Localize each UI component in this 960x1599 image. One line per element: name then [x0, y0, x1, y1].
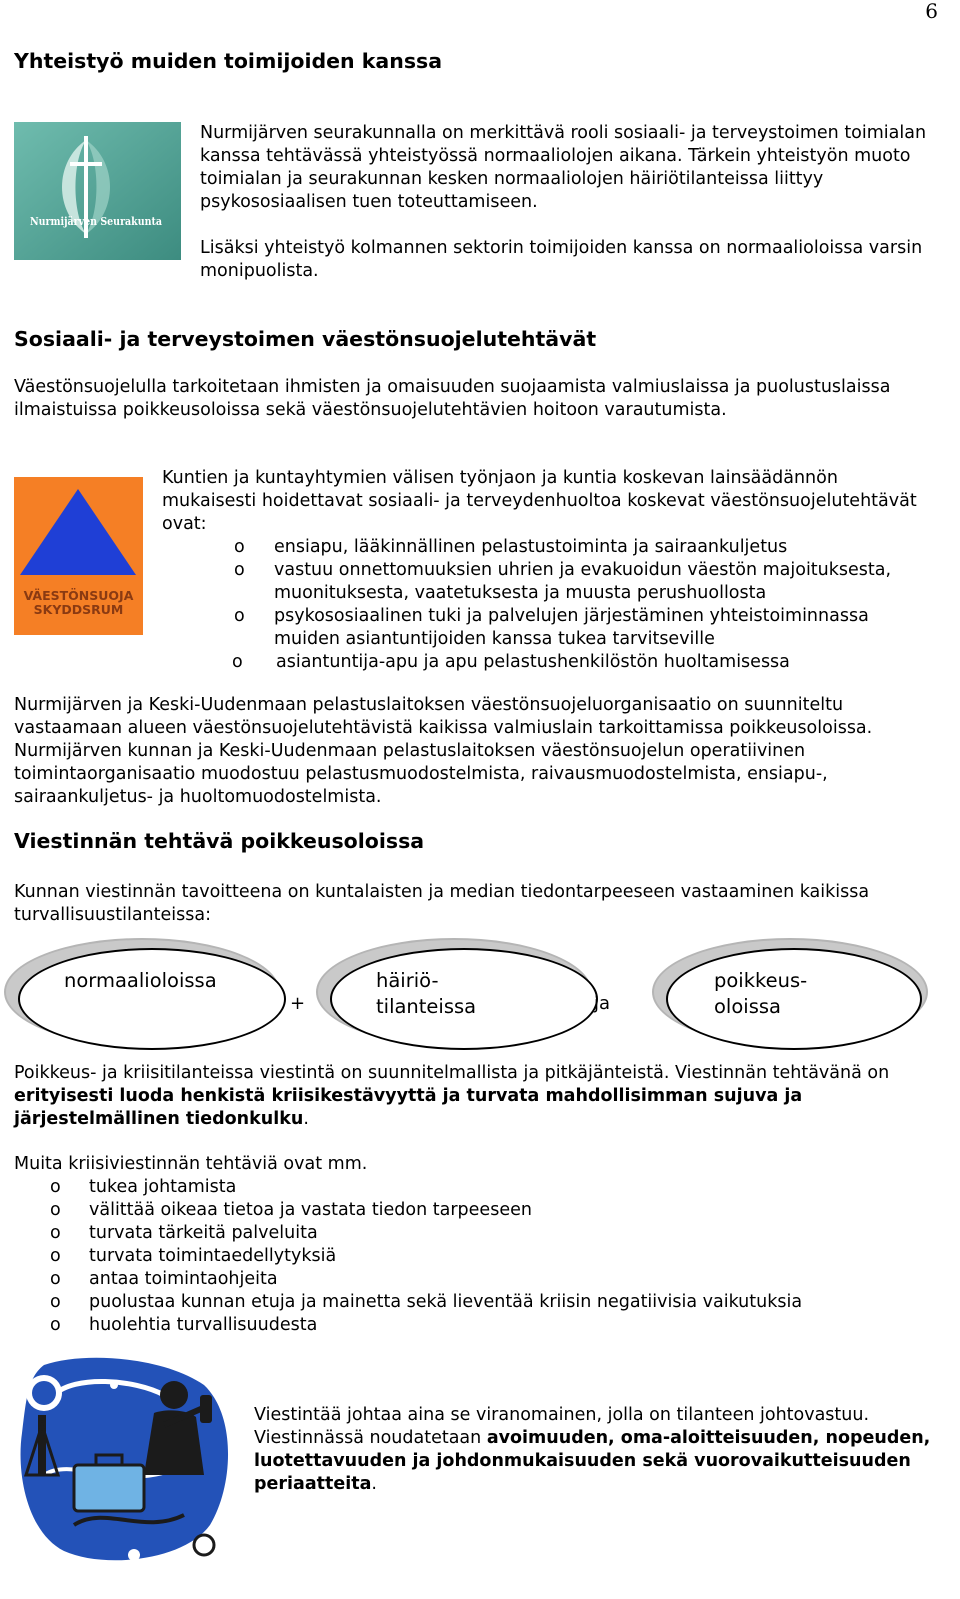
bullet-marker: o	[50, 1246, 61, 1266]
paragraph-other-tasks-intro: Muita kriisiviestinnän tehtäviä ovat mm.	[14, 1154, 368, 1174]
bubble-exceptional	[666, 948, 922, 1050]
parish-logo	[14, 122, 181, 260]
list-item: o turvata toimintaedellytyksiä	[50, 1246, 337, 1266]
bubble-disruption-text-1: häiriö-	[376, 969, 439, 992]
sign-text-line2: SKYDDSRUM	[33, 602, 124, 617]
bubble-exceptional-text-2: oloissa	[714, 995, 781, 1018]
bullet-marker: o	[232, 652, 243, 672]
list-item: o psykososiaalinen tuki ja palvelujen järjestäminen yhteistoiminnassa muiden asiantuntijoiden kanssa tukea tarvitseville	[234, 606, 869, 649]
bullet-marker: o	[50, 1292, 61, 1312]
paragraph-tasks-lead: Kuntien ja kuntayhtymien välisen työnjaon ja kuntia koskevan lainsäädännön mukaisesti hoidettavat sosiaali- ja terveydenhuoltoa koskevat väestönsuojelutehtävät ovat:	[162, 468, 917, 534]
sign-text-line1: VÄESTÖNSUOJA	[23, 588, 134, 603]
bullet-marker: o	[234, 537, 245, 557]
parish-logo-text: Nurmijärven Seurakunta	[30, 215, 162, 228]
list-item: o huolehtia turvallisuudesta	[50, 1315, 318, 1335]
list-item: o välittää oikeaa tietoa ja vastata tiedon tarpeeseen	[50, 1200, 532, 1220]
section-heading-cooperation: Yhteistyö muiden toimijoiden kanssa	[14, 49, 443, 73]
section-heading-civil-defence: Sosiaali- ja terveystoimen väestönsuojelutehtävät	[14, 327, 597, 351]
paragraph-civil-defence-organisation: Nurmijärven ja Keski-Uudenmaan pelastuslaitoksen väestönsuojeluorganisaatio on suunniteltu vastaamaan alueen väestönsuojelutehtävistä kaikissa valmiuslain tarkoittamissa poikkeusoloissa. Nurmijärven kunnan ja Keski-Uudenmaan pelastuslaitoksen väestönsuojelun operatiivinen toimintaorganisaatio muodostuu pelastusmuodostelmista, raivausmuodostelmista, ensiapu-, sairaankuljetus- ja huoltomuodostelmista.	[14, 695, 873, 807]
bullet-marker: o	[234, 560, 245, 580]
list-item: o antaa toimintaohjeita	[50, 1269, 278, 1289]
bubble-disruption-text-2: tilanteissa	[376, 995, 477, 1018]
paragraph-communication-principles: Viestintää johtaa aina se viranomainen, jolla on tilanteen johtovastuu. Viestinnässä noudatetaan avoimuuden, oma-aloitteisuuden, nopeuden, luotettavuuden ja johdonmukaisuuden sekä vuorovaikutteisuuden periaatteita.	[254, 1405, 931, 1494]
list-item: o tukea johtamista	[50, 1177, 237, 1197]
section-heading-communication: Viestinnän tehtävä poikkeusoloissa	[14, 829, 425, 853]
ja-connector: ja	[594, 993, 611, 1014]
list-item: o puolustaa kunnan etuja ja mainetta sekä lieventää kriisin negatiivisia vaikutuksia	[50, 1292, 803, 1312]
paragraph-crisis-communication: Poikkeus- ja kriisitilanteissa viestintä on suunnitelmallista ja pitkäjänteistä. Viestinnän tehtävänä on erityisesti luoda henkistä kriisikestävyyttä ja turvata mahdollisimman sujuva ja järjestelmällinen tiedonkulku.	[14, 1063, 890, 1129]
list-item: o asiantuntija-apu ja apu pelastushenkilöstön huoltamisessa	[232, 652, 790, 672]
emphasis-principles: avoimuuden, oma-aloitteisuuden, nopeuden, luotettavuuden ja johdonmukaisuuden sekä vuorovaikutteisuuden periaatteita	[254, 1428, 931, 1494]
bullet-marker: o	[234, 606, 245, 626]
bubble-normal-text: normaalioloissa	[64, 969, 217, 992]
civil-defence-task-list	[162, 536, 942, 674]
bullet-marker: o	[50, 1269, 61, 1289]
paragraph-communication-goal: Kunnan viestinnän tavoitteena on kuntalaisten ja median tiedontarpeeseen vastaaminen kaikissa turvallisuustilanteissa:	[14, 882, 870, 925]
communication-clipart	[14, 1355, 239, 1570]
bubble-exceptional-text-1: poikkeus-	[714, 969, 808, 992]
paragraph-parish-role: Nurmijärven seurakunnalla on merkittävä rooli sosiaali- ja terveystoimen toimialan kanssa tehtävässä yhteistyössä normaaliolojen aikana. Tärkein yhteistyön muoto toimialan ja seurakunnan kesken normaaliolojen häiriötilanteissa liittyy psykososiaalisen tuen toteuttamiseen.	[200, 123, 927, 212]
paragraph-civil-defence-intro: Väestönsuojelulla tarkoitetaan ihmisten ja omaisuuden suojaamista valmiuslaissa ja puolustuslaissa ilmaistuissa poikkeusoloissa sekä väestönsuojelutehtävien hoitoon varautumista.	[14, 377, 891, 420]
bullet-marker: o	[50, 1200, 61, 1220]
page-number: 6	[925, 0, 938, 23]
civil-defence-sign	[14, 477, 143, 635]
paragraph-third-sector: Lisäksi yhteistyö kolmannen sektorin toimijoiden kanssa on normaalioloissa varsin monipuolista.	[200, 238, 923, 281]
crisis-communication-task-list	[14, 1176, 934, 1337]
bullet-marker: o	[50, 1177, 61, 1197]
list-item: o turvata tärkeitä palveluita	[50, 1223, 318, 1243]
list-item: o vastuu onnettomuuksien uhrien ja evakuoidun väestön majoituksesta, muonituksesta, vaatetuksesta ja muusta perushuollosta	[234, 560, 892, 603]
bullet-marker: o	[50, 1223, 61, 1243]
emphasis-crisis-resilience: erityisesti luoda henkistä kriisikestävyyttä ja turvata mahdollisimman sujuva ja järjestelmällinen tiedonkulku	[14, 1086, 803, 1129]
bullet-marker: o	[50, 1315, 61, 1335]
plus-sign: +	[290, 993, 306, 1014]
list-item: o ensiapu, lääkinnällinen pelastustoiminta ja sairaankuljetus	[234, 537, 788, 557]
bubble-normal-conditions	[18, 948, 286, 1050]
